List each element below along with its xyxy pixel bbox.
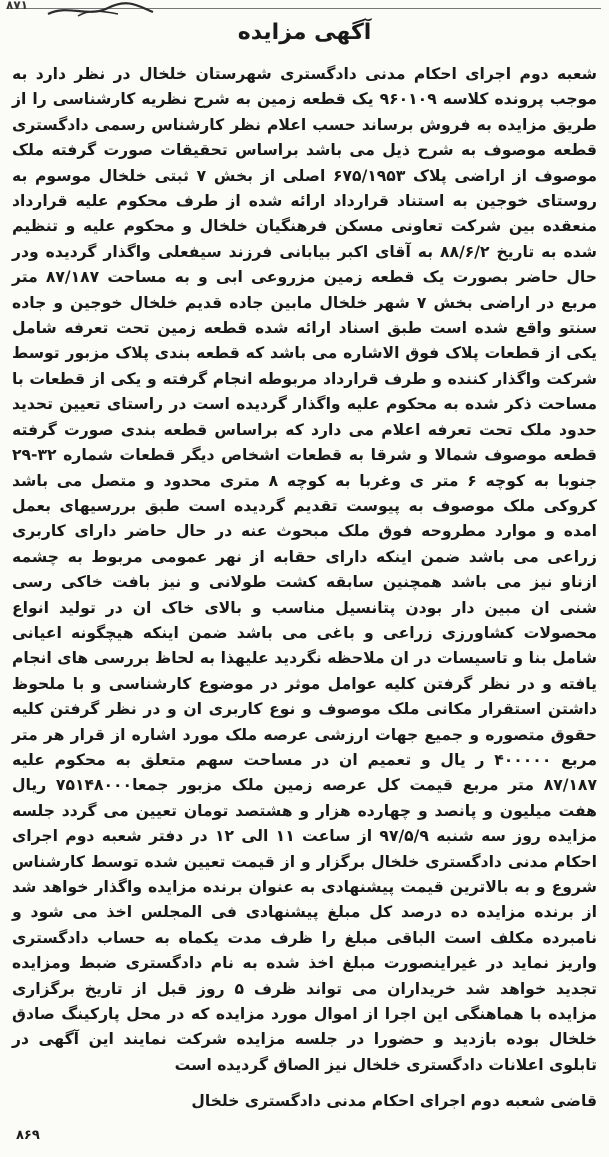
corner-number: ۸۷۱ — [6, 0, 28, 12]
signature-line: قاضی شعبه دوم اجرای احکام مدنی دادگستری خلخال — [191, 1092, 597, 1110]
handwritten-mark-icon — [8, 0, 158, 22]
notice-body: شعبه دوم اجرای احکام مدنی دادگستری شهرستان خلخال در نظر دارد به موجب پرونده کلاسه ۹۶۰۱۰۹ یک قطعه زمین به شرح نظریه کارشناسی را از طریق مزایده به فروش برساند حسب اعلام نظر کارشناس رسمی دادگستری قطعه موصوف به شرح ذیل می باشد براساس تحقیقات صورت گرفته ملک موصوف از اراضی پلاک ۶۷۵/۱۹۵۳ اصلی از بخش ۷ ثبتی خلخال موسوم به روستای خوجین به استناد قرارداد ارائه شده از طرف محکوم علیه قرارداد منعقده بین شرکت تعاونی مسکن فرهنگیان خلخال و محکوم علیه و تنظیم شده به تاریخ ۸۸/۶/۲ به آقای اکبر بیابانی فرزند سیفعلی واگذار گردیده ودر حال حاضر بصورت یک قطعه زمین مزروعی ابی و به مساحت ۸۷/۱۸۷ متر مربع در اراضی بخش ۷ شهر خلخال مابین جاده قدیم خلخال خوجین و جاده سنتو واقع شده است طبق اسناد ارائه شده قطعه زمین تحت تعرفه شامل یکی از قطعات پلاک فوق الاشاره می باشد که قطعه بندی پلاک مزبور توسط شرکت واگذار کننده و طرف قرارداد مربوطه انجام گرفته و یکی از قطعات با مساحت ذکر شده به محکوم علیه واگذار گردیده است در راستای تعیین تحدید حدود ملک تحت تعرفه اعلام می دارد که براساس قطعه بندی صورت گرفته قطعه موصوف شمالا و شرقا به قطعات اشخاص دیگر قطعات شماره ۳۲-۲۹ جنوبا به کوچه ۶ متر ی وغربا به کوچه ۸ متری محدود و متصل می باشد کروکی ملک موصوف به پیوست تقدیم گردیده است طبق بررسیهای بعمل امده و موارد مطروحه فوق ملک مبحوث عنه در حال حاضر دارای کاربری زراعی می باشد ضمن اینکه دارای حقابه از نهر عمومی مربوط به چشمه ازناو نیز می باشد همچنین سابقه کشت طولانی و نیز بافت خاکی رسی شنی ان مبین دار بودن پتانسیل مناسب و بالای خاک ان در تولید انواع محصولات کشاورزی زراعی و باغی می باشد ضمن اینکه هیچگونه اعیانی شامل بنا و تاسیسات در ان ملاحظه نگردید علیهذا به لحاظ بررسی های انجام یافته و در نظر گرفتن کلیه عوامل موثر در موضوع کارشناسی و با ملحوظ داشتن استقرار مکانی ملک موصوف و نوع کاربری ان و در نظر گرفتن کلیه حقوق متصوره و جمیع جهات ارزشی عرصه ملک مورد اشاره از قرار هر متر مربع ۴۰۰۰۰۰ ر یال و تعمیم ان در مساحت سهم متعلق به محکوم علیه ۸۷/۱۸۷ متر مربع قیمت کل عرصه زمین ملک مزبور جمعا۷۵۱۴۸۰۰۰ ریال هفت میلیون و پانصد و چهارده هزار و هشتصد تومان تعیین می گردد جلسه مزایده روز سه شنبه ۹۷/۵/۹ از ساعت ۱۱ الی ۱۲ در دفتر شعبه دوم اجرای احکام مدنی دادگستری خلخال برگزار و از قیمت تعیین شده توسط کارشناس شروع و به بالاترین قیمت پیشنهادی به عنوان برنده مزایده واگذار خواهد شد از برنده مزایده ده درصد کل مبلغ پیشنهادی فی المجلس اخذ می شود و نامبرده مکلف است الباقی مبلغ را ظرف مدت یکماه به حساب دادگستری واریز نماید در غیراینصورت مبلغ اخذ شده به نام دادگستری ضبط ومزایده تجدید خواهد شد خریداران می تواند ظرف ۵ روز قبل از تاریخ برگزاری مزایده با هماهنگی این اجرا از اموال مورد مزایده که در محل پارکینگ صادق خلخال بوده بازدید و حضورا در جلسه مزایده شرکت نمایند این آگهی در تابلوی اعلانات دادگستری خلخال نیز الصاق گردیده است — [12, 65, 598, 1074]
notice-title: آگهی مزایده — [237, 20, 372, 45]
footer-number: ۸۶۹ — [16, 1128, 40, 1143]
